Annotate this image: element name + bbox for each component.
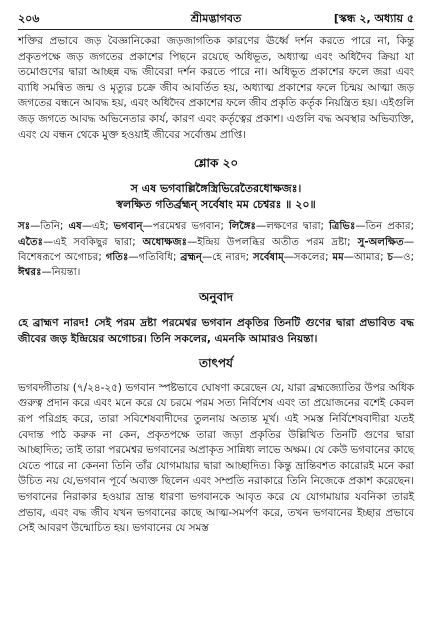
synonym-word: ব্রহ্মন্ xyxy=(180,251,203,263)
synonym-meaning: এই সবকিছুর দ্বারা xyxy=(53,236,133,248)
synonyms: সঃ—তিনি; এষ—এই; ভগবান্—পরমেশ্বর ভগবান; লিঙ্গৈঃ—লক্ষণের দ্বারা; ত্রিভিঃ—তিন প্রকার; এতৈঃ—এই সবকিছুর দ্বারা; অধোক্ষজঃ—ইন্দ্রিয় উপলব্ধির অতীত পরম দ্রষ্টা; সু-অলক্ষিত—বিশেষরূপে অগোচর; গতিঃ—গতিবিধি; ব্রহ্মন্—হে নারদ; সর্বেষাম্—সকলের; মম—আমার; চ—ও; ঈশ্বরঃ—নিয়ন্তা। xyxy=(18,221,415,279)
synonym-meaning: পরমেশ্বর ভগবান xyxy=(152,221,221,233)
running-header xyxy=(18,8,414,28)
synonym-word: সর্বেষাম্ xyxy=(253,251,284,263)
verse-line-1: স এষ ভগবাল্লিঙ্গৈস্ত্রিভিরেতৈরধোক্ষজঃ। xyxy=(130,182,302,196)
book-title: শ্রীমদ্ভাগবত xyxy=(190,12,242,25)
synonym-meaning: ইন্দ্রিয় উপলব্ধির অতীত পরম দ্রষ্টা xyxy=(197,236,348,248)
synonym-word: ভগবান্ xyxy=(113,221,143,233)
synonym-word: অধোক্ষজঃ xyxy=(142,236,188,248)
synonym-word: ঈশ্বরঃ xyxy=(18,267,42,279)
synonym-meaning: সকলের xyxy=(293,251,326,263)
verse-heading: শ্লোক ২০ xyxy=(193,156,239,171)
verse-line-2: স্বলক্ষিত গতির্ব্রহ্মন্ সর্বেষাং মম চেশ্বরঃ ॥ ২০॥ xyxy=(116,198,316,212)
synonym-meaning: এই xyxy=(92,221,106,233)
synonym-meaning: ও xyxy=(403,251,411,263)
synonym-word: চ xyxy=(387,251,393,263)
page xyxy=(18,8,414,537)
synonym-meaning: গতিবিধি xyxy=(138,251,174,263)
synonym-word: এষ xyxy=(68,221,82,233)
synonym-meaning: তিন প্রকার xyxy=(365,221,411,233)
synonym-meaning: লক্ষণের দ্বারা xyxy=(266,221,321,233)
synonym-word: মম xyxy=(332,251,344,263)
synonym-word: সু-অলক্ষিত xyxy=(357,236,404,248)
verse-text xyxy=(18,181,414,213)
synonym-word: সঃ xyxy=(18,221,31,233)
translation-text: হে ব্রাহ্মণ নারদ! সেই পরম দ্রষ্টা পরমেশ্বর ভগবান প্রকৃতির তিনটি গুণের দ্বারা প্রভাবিত বদ্ধ জীবের জড় ইন্দ্রিয়ের অগোচর। তিনি সকলের, এমনকি আমারও নিয়ন্তা। xyxy=(18,316,414,345)
synonym-meaning: আমার xyxy=(353,251,381,263)
synonym-meaning: নিয়ন্তা xyxy=(51,267,77,279)
page-number: ২০৬ xyxy=(18,12,40,25)
section-label: [স্কন্ধ ২, অধ্যায় ৫ xyxy=(333,12,414,25)
synonym-meaning: তিনি xyxy=(40,221,60,233)
header-rule xyxy=(18,29,414,30)
synonym-word: গতিঃ xyxy=(105,251,129,263)
synonym-meaning: হে নারদ xyxy=(212,251,246,263)
synonym-meaning: বিশেষরূপে অগোচর xyxy=(18,251,99,263)
purport-text: ভগবদ্গীতায় (৭/২৪-২৫) ভগবান স্পষ্টভাবে ঘোষণা করেছেন যে, যারা ব্রহ্মজ্যোতির উপর অধিক গুরুত্ব প্রদান করে এবং মনে করে যে চরমে পরম সত্য নির্বিশেষ এবং তা প্রয়োজনের বশেই কেবল রূপ পরিগ্রহ করে, তারা সবিশেষবাদীদের তুলনায় অত্যন্ত মূর্খ। এই সমস্ত নির্বিশেষবাদীরা যতই বেদান্ত পাঠ করুক না কেন, প্রকৃতপক্ষে তারা জড়া প্রকৃতির উল্লিখিত তিনটি গুণের দ্বারা আচ্ছাদিত; তাই তারা পরমেশ্বর ভগবানের অপ্রাকৃত সান্নিধ্য লাভে অক্ষম। যে কেউ ভগবানের কাছে যেতে পারে না কেননা তিনি তাঁর যোগমায়ার দ্বারা আচ্ছাদিত। কিন্তু ভ্রান্তিবশত কারোরই মনে করা উচিত নয় যে,ভগবান পূর্বে অব্যক্ত ছিলেন এবং সম্প্রতি নরাকারে তিনি নিজেকে প্রকাশ করেছেন। ভগবানের নিরাকার হওয়ার ভ্রান্ত ধারণা ভগবানকে আবৃত করে যে যোগমায়ার যবনিকা তারই প্রভাব, এবং বদ্ধ জীব যখন ভগবানের কাছে আত্ম-সমর্পণ করে, তখন ভগবানের ইচ্ছার প্রভাবে সেই আবরণ উন্মোচিত হয়। ভগবানের যে সমস্ত xyxy=(18,381,414,535)
translation-heading: অনুবাদ xyxy=(198,289,234,304)
purport-heading: তাৎপর্য xyxy=(199,355,233,370)
intro-paragraph: শক্তির প্রভাবে জড় বৈজ্ঞানিকেরা জড়জাগতিক কারণের ঊর্ধ্বে দর্শন করতে পারে না, কিন্তু প্রকৃতপক্ষে জড় জগতের প্রকাশের পিছনে রয়েছে অধিভূত, অধ্যাত্ম এবং অধিদৈব ক্রিয়া যা তমোগুণের দ্বারা আচ্ছন্ন বদ্ধ জীবেরা দর্শন করতে পারে না। অধিভূত প্রকাশের ফলে জরা এবং ব্যাধি সমন্বিত জন্ম ও মৃত্যুর চক্রে জীব আবর্তিত হয়, অধ্যাত্ম প্রকাশের ফলে চিন্ময় আত্মা জড় জগতের বন্ধনে আবদ্ধ হয়, এবং অধিদৈব প্রকাশের ফলে জীব প্রকৃতি কর্তৃক নিয়ন্ত্রিত হয়। এইগুলি জড় জগতে আবদ্ধ অভিনেতার কার্য, কারণ এবং কর্তৃত্বের প্রকাশ। এগুলি বদ্ধ অবস্থার অভিব্যক্তি, এবং যে বন্ধন থেকে মুক্ত হওয়াই জীবের সর্বোত্তম প্রাপ্তি। xyxy=(18,35,414,141)
synonym-word: এতৈঃ xyxy=(18,236,44,248)
synonym-word: লিঙ্গৈঃ xyxy=(229,221,256,233)
synonym-word: ত্রিভিঃ xyxy=(329,221,356,233)
